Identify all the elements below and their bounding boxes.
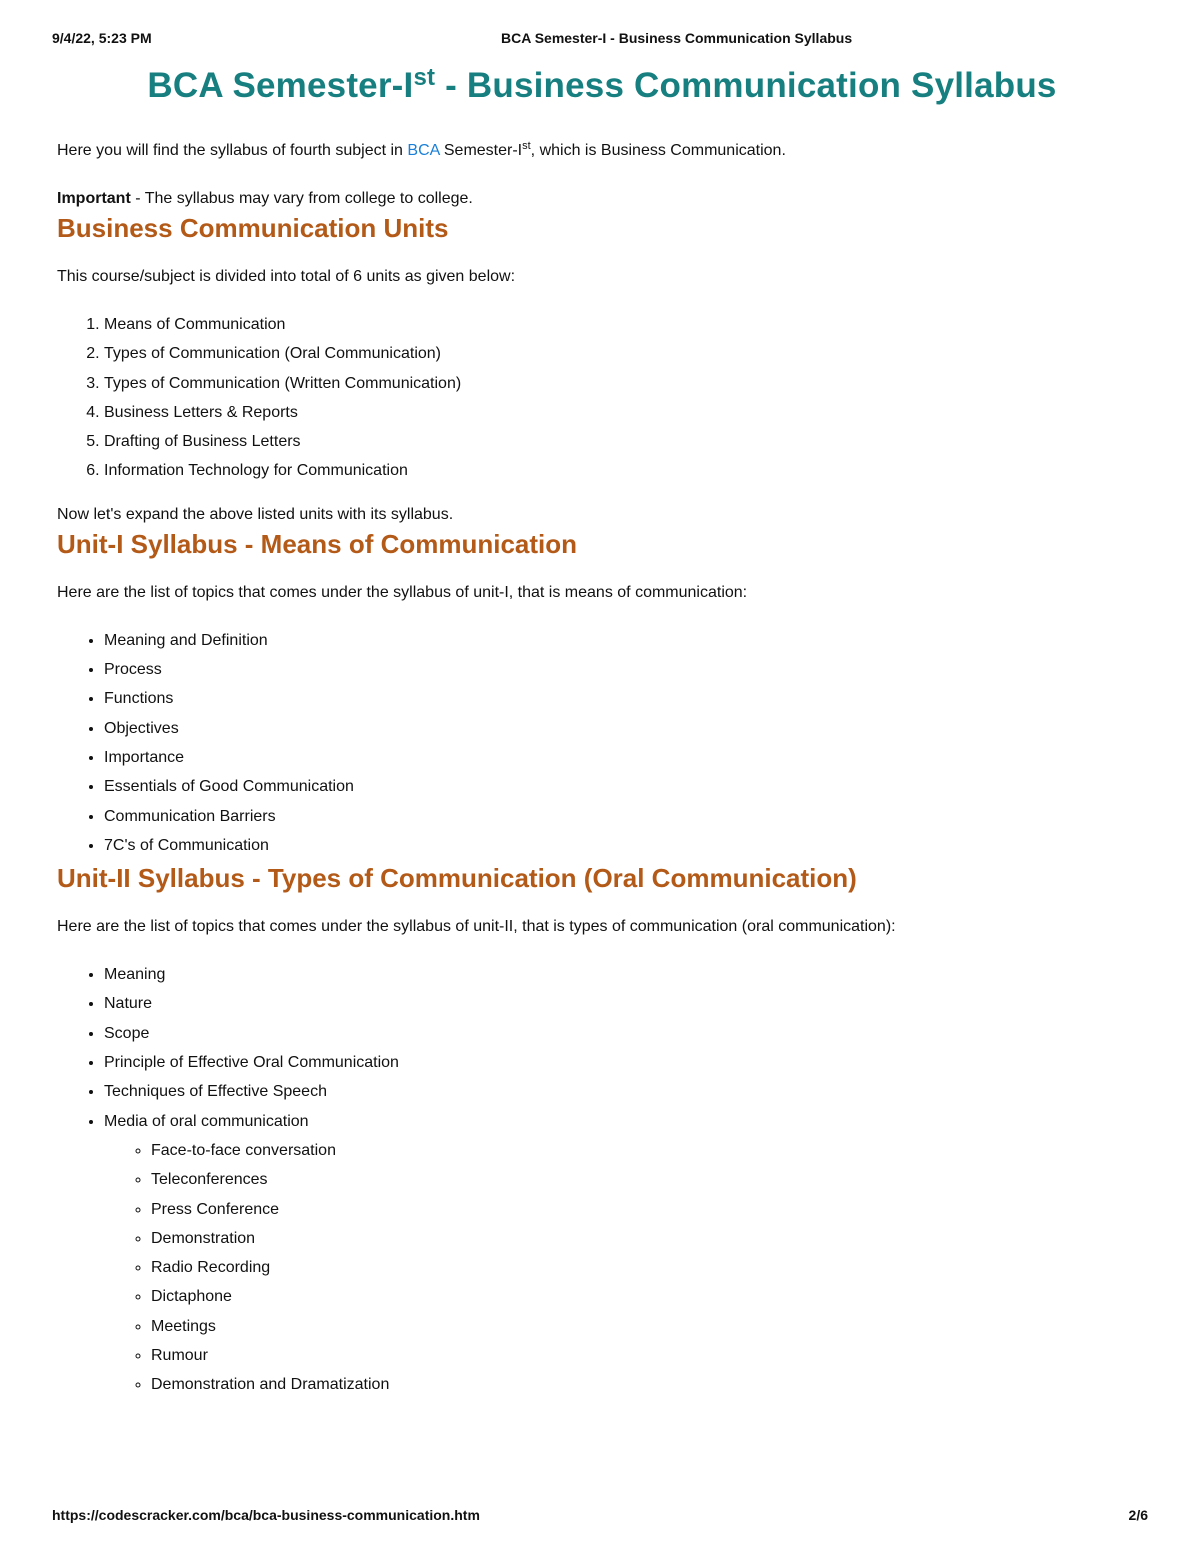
list-item: 4. Business Letters & Reports — [104, 398, 1147, 427]
list-item: • Nature — [104, 989, 1147, 1018]
page-title-sup: st — [413, 64, 436, 91]
list-item: • Essentials of Good Communication — [104, 772, 1147, 801]
page-title-rest: - Business Communication Syllabus — [435, 66, 1057, 105]
list-item: • Meaning and Definition — [104, 626, 1147, 655]
list-item: ◦ Rumour — [151, 1341, 1147, 1370]
print-doc-title: BCA Semester-I - Business Communication Syllabus — [501, 30, 853, 46]
list-item: • 7C's of Communication — [104, 831, 1147, 860]
list-item: ◦ Teleconferences — [151, 1165, 1147, 1194]
intro-text-before: Here you will find the syllabus of fourth subject in — [57, 142, 408, 159]
list-item: ◦ Demonstration — [151, 1224, 1147, 1253]
list-item: 1. Means of Communication — [104, 310, 1147, 339]
list-item — [104, 1107, 1147, 1400]
list-item: • Principle of Effective Oral Communication — [104, 1048, 1147, 1077]
list-item: 2. Types of Communication (Oral Communication) — [104, 339, 1147, 368]
list-item: 3. Types of Communication (Written Communication) — [104, 369, 1147, 398]
page-title-main: BCA Semester-I — [147, 66, 414, 105]
unit1-heading: Unit-I Syllabus - Means of Communication — [57, 528, 578, 559]
list-item: • Objectives — [104, 714, 1147, 743]
list-item: ◦ Demonstration and Dramatization — [151, 1370, 1147, 1399]
bca-link[interactable]: BCA — [407, 142, 440, 159]
print-footer — [52, 1507, 1148, 1527]
list-item: ◦ Press Conference — [151, 1195, 1147, 1224]
intro-paragraph — [57, 140, 1147, 162]
page-content — [57, 62, 1147, 1400]
important-note — [57, 188, 1147, 210]
unit2-intro: Here are the list of topics that comes under the syllabus of unit-II, that is types of communication (oral communication): — [57, 918, 896, 936]
units-list — [57, 310, 1147, 486]
list-item: ◦ Face-to-face conversation — [151, 1136, 1147, 1165]
media-topic-label: Media of oral communication — [104, 1112, 309, 1130]
list-item: • Functions — [104, 684, 1147, 713]
important-text: - The syllabus may vary from college to college. — [130, 190, 473, 207]
list-item: • Process — [104, 655, 1147, 684]
page-title — [57, 62, 1147, 110]
list-item: • Techniques of Effective Speech — [104, 1077, 1147, 1106]
list-item: • Meaning — [104, 960, 1147, 989]
units-intro: This course/subject is divided into total of 6 units as given below: — [57, 268, 516, 285]
unit2-topics-list — [57, 960, 1147, 1399]
print-header — [52, 30, 1148, 50]
list-item: • Importance — [104, 743, 1147, 772]
important-label: Important — [57, 190, 131, 207]
print-date: 9/4/22, 5:23 PM — [52, 30, 152, 46]
intro-sup: st — [522, 140, 531, 152]
list-item: ◦ Dictaphone — [151, 1282, 1147, 1311]
list-item: ◦ Radio Recording — [151, 1253, 1147, 1282]
page-number: 2/6 — [1128, 1507, 1148, 1523]
list-item: ◦ Meetings — [151, 1312, 1147, 1341]
unit2-heading: Unit-II Syllabus - Types of Communication (Oral Communication) — [57, 863, 857, 894]
units-heading: Business Communication Units — [57, 213, 449, 243]
units-outro: Now let's expand the above listed units with its syllabus. — [57, 505, 454, 523]
media-subtopics-list — [104, 1136, 1147, 1400]
list-item: • Communication Barriers — [104, 802, 1147, 831]
list-item: 5. Drafting of Business Letters — [104, 427, 1147, 456]
unit1-intro: Here are the list of topics that comes under the syllabus of unit-I, that is means of communication: — [57, 583, 748, 601]
list-item: 6. Information Technology for Communication — [104, 456, 1147, 485]
intro-text-after: , which is Business Communication. — [530, 142, 786, 159]
unit1-topics-list — [57, 626, 1147, 860]
intro-text-mid: Semester-I — [439, 142, 523, 159]
list-item: • Scope — [104, 1019, 1147, 1048]
print-url: https://codescracker.com/bca/bca-business-communication.htm — [52, 1507, 480, 1523]
